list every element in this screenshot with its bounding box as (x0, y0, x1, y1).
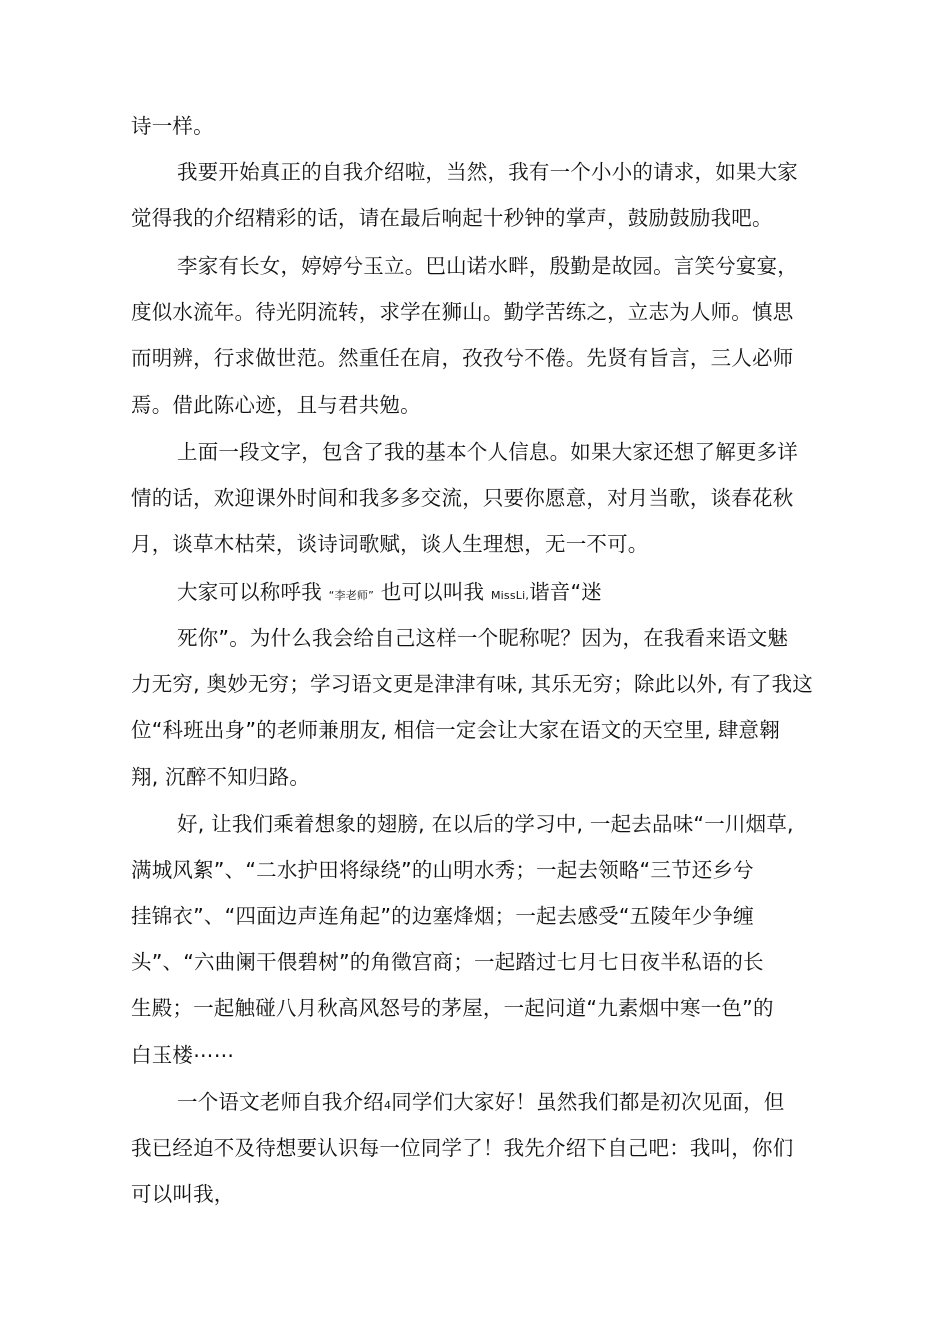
text-line: 翔, 沉醉不知归路。 (131, 765, 311, 789)
text-line: 生殿；一起触碰八月秋高风怒号的茅屋，一起问道“九素烟中寒一色”的 (131, 996, 774, 1020)
text-line: 焉。借此陈心迹，且与君共勉。 (131, 393, 421, 417)
text-line: 位“科班出身”的老师兼朋友, 相信一定会让大家在语文的天空里, 肆意翱 (131, 718, 780, 742)
text-line: 上面一段文字，包含了我的基本个人信息。如果大家还想了解更多详 (177, 440, 798, 464)
nickname-part: 大家可以称呼我 (177, 580, 322, 604)
text-line: 满城风絮”、“二水护田将绿绕”的山明水秀；一起去领略“三节还乡兮 (131, 858, 754, 882)
text-line: 度似水流年。待光阴流转，求学在狮山。勤学苦练之，立志为人师。慎思 (131, 300, 794, 324)
text-line: 情的话，欢迎课外时间和我多多交流，只要你愿意，对月当歌，谈春花秋 (131, 486, 794, 510)
text-line: 月，谈草木枯荣，谈诗词歌赋，谈人生理想，无一不可。 (131, 532, 649, 556)
text-line: 挂锦衣”、“四面边声连角起”的边塞烽烟；一起去感受“五陵年少争缠 (131, 904, 754, 928)
text-line: 力无穷, 奥妙无穷；学习语文更是津津有味, 其乐无穷；除此以外, 有了我这 (131, 672, 813, 696)
intro4-number: 4 (384, 1099, 392, 1112)
text-line: 白玉楼⋯⋯ (131, 1043, 235, 1067)
nickname-english: MissLi, (490, 589, 530, 602)
nickname-part: 也可以叫我 (380, 580, 485, 604)
nickname-line (177, 578, 602, 610)
text-line: 李家有长女，婷婷兮玉立。巴山诺水畔，殷勤是故园。言笑兮宴宴， (177, 254, 798, 278)
text-line: 觉得我的介绍精彩的话，请在最后响起十秒钟的掌声，鼓励鼓励我吧。 (131, 206, 773, 230)
text-line: 好, 让我们乘着想象的翅膀, 在以后的学习中, 一起去品味“一川烟草, (177, 812, 794, 836)
text-line: 头”、“六曲阑干偎碧树”的角徵宫商；一起踏过七月七日夜半私语的长 (131, 950, 764, 974)
intro4-part: 同学们大家好！虽然我们都是初次见面，但 (391, 1090, 785, 1114)
text-line: 可以叫我， (131, 1182, 235, 1206)
intro4-part: 一个语文老师自我介绍 (177, 1090, 384, 1114)
text-line: 死你”。为什么我会给自己这样一个昵称呢？因为，在我看来语文魅 (177, 626, 789, 650)
nickname-quote: “李老师” (328, 589, 375, 602)
text-line: 而明辨，行求做世范。然重任在肩，孜孜兮不倦。先贤有旨言，三人必师 (131, 346, 794, 370)
text-line: 我要开始真正的自我介绍啦，当然，我有一个小小的请求，如果大家 (177, 160, 798, 184)
nickname-part: 谐音“迷 (529, 580, 602, 604)
text-line: 诗一样。 (131, 114, 214, 138)
intro4-line (177, 1088, 785, 1120)
text-line: 我已经迫不及待想要认识每一位同学了！我先介绍下自己吧：我叫，你们 (131, 1136, 794, 1160)
